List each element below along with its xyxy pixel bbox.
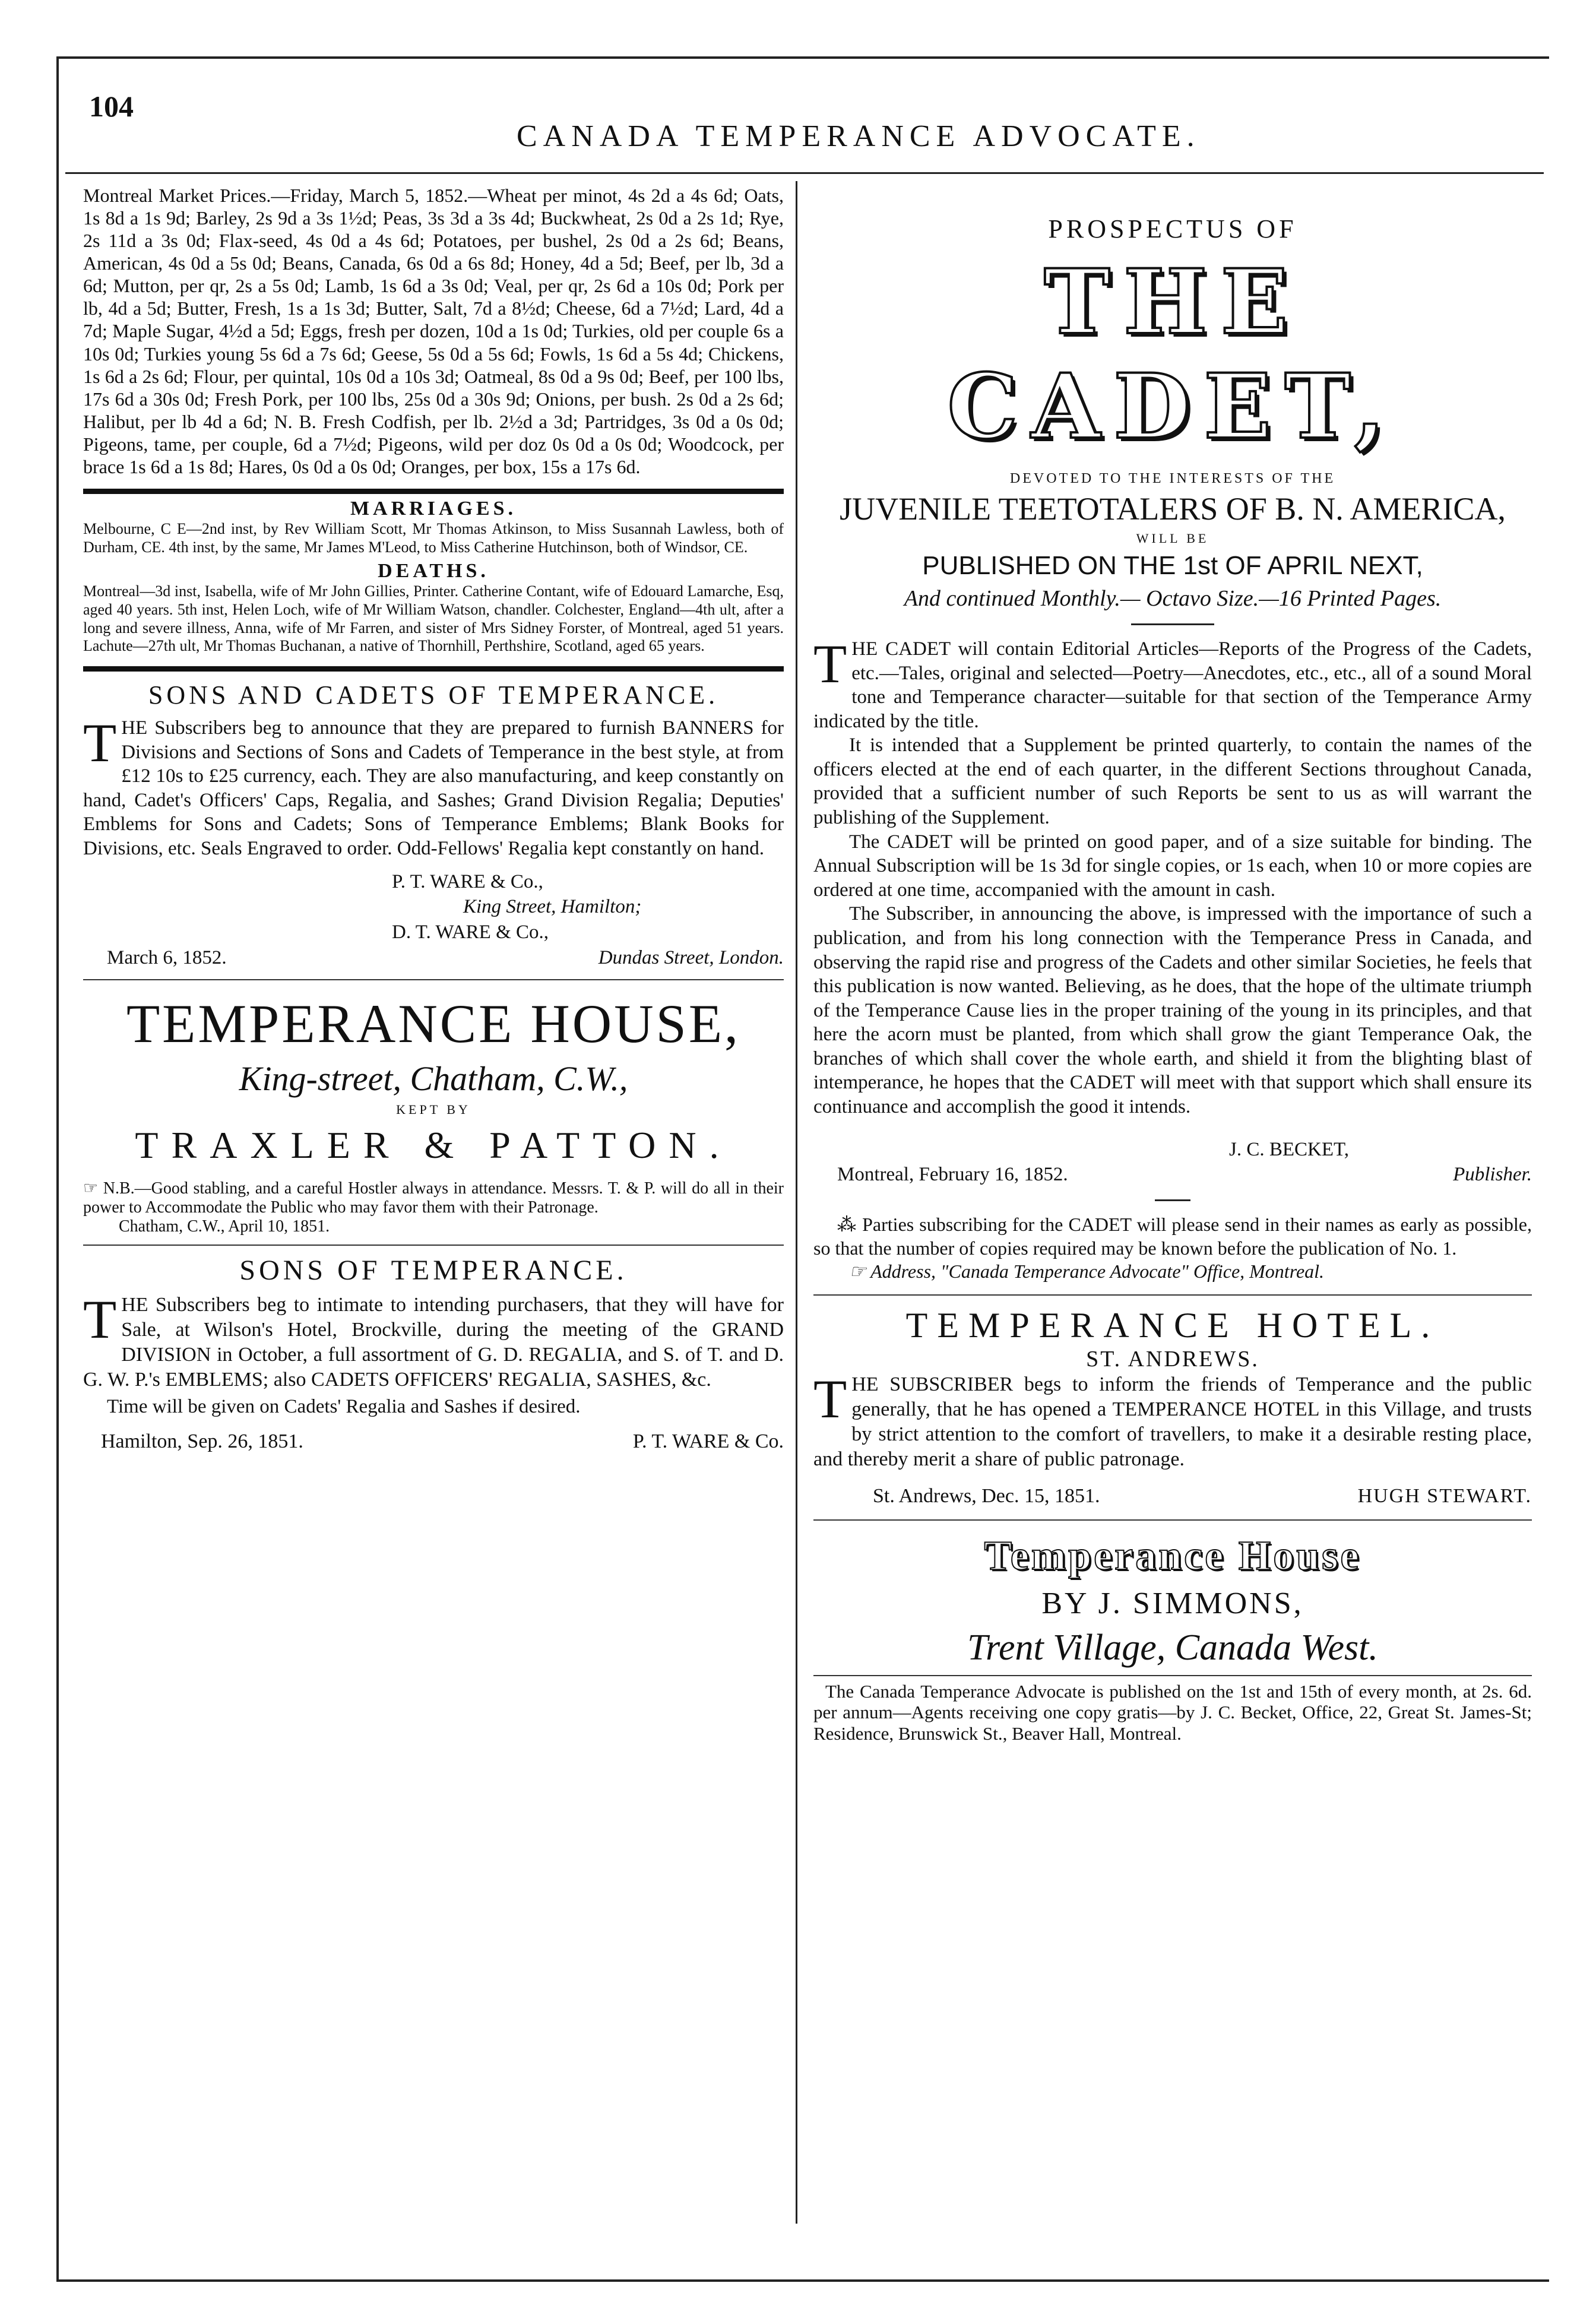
ware-hamilton-name: P. T. WARE & Co., [392,870,543,892]
left-column [83,178,784,2227]
kept-by: KEPT BY [396,1102,471,1117]
short-rule [1155,1199,1190,1201]
section-rule [83,1245,784,1246]
continued-line: And continued Monthly.— Octavo Size.—16 Printed Pages. [904,586,1442,611]
ware-hamilton-block [83,869,784,971]
hotel-title: TEMPERANCE HOTEL. [905,1306,1440,1345]
section-rule [83,666,784,672]
simmons-place: Trent Village, Canada West. [967,1627,1378,1668]
juvenile-line: JUVENILE TEETOTALERS OF B. N. AMERICA, [840,491,1506,527]
cadet-paragraph-3: The CADET will be printed on good paper, and of a size suitable for binding. The Annual Subscription will be 1s 3d for single copies, or 1s each, when 10 or more copies are ordered at one time, accompanied with the amount in cash. [813,831,1532,901]
sons-text: THE Subscribers beg to intimate to intending purchasers, that they will have for Sale, at Wilson's Hotel, Brockville, during the meeting of the GRAND DIVISION in October, a full assortment of G. D. REGALIA, and S. of T. and D. G. W. P.'s EMBLEMS; also CADETS OFFICERS' REGALIA, SASHES, &c. [83,1289,784,1391]
page-number: 104 [89,90,134,123]
parties-note: ⁂ Parties subscribing for the CADET will please send in their names as early as possible, so that the number of copies required may be known before the publication of No. 1. [813,1214,1532,1259]
prospectus-heading: PROSPECTUS OF [1048,214,1297,243]
sons-cadets-text: THE Subscribers beg to announce that they are prepared to furnish BANNERS for Divisions and Sections of Sons and Cadets of Temperance in the best style, at from £12 10s to £25 currency, each. They are also manufacturing, and keep constantly on hand, Cadet's Officers' Caps, Regalia, and Sashes; Grand Division Regalia; Deputies' Emblems for Sons and Cadets; Sons of Temperance Emblems; Blank Books for Divisions, etc. Seals Engraved to order. Odd-Fellows' Regalia kept constantly on hand. [83,713,784,859]
deaths-text: Montreal—3d inst, Isabella, wife of Mr John Gillies, Printer. Catherine Contant, wife of Edouard Lamarche, Esq, aged 40 years. 5th inst, Helen Loch, wife of Mr William Watson, chandler. Colchester, England—4th ult, after a long and severe illness, Anna, wife of Mr Farren, and sister of Mrs Sidney Forster, of Montreal, aged 51 years. Lachute—27th ult, Mr Thomas Buchanan, a native of Thornhill, Perthshire, Scotland, aged 65 years. [83,582,784,655]
temperance-house-place: King-street, Chatham, C.W., [239,1059,628,1098]
section-rule [813,1519,1532,1521]
cadet-paragraph-1: THE CADET will contain Editorial Articles—Reports of the Progress of the Cadets, etc.—Tales, original and selected—Poetry—Anecdotes, etc., etc., all of a sound Moral tone and Temperance character—suitable for that section of the Temperance Army indicated by the title. [813,634,1532,732]
cadet-title: THE CADET, [947,250,1398,459]
published-on-line: PUBLISHED ON THE 1st OF APRIL NEXT, [922,551,1423,580]
section-rule [813,1294,1532,1296]
ware-hamilton-address: King Street, Hamilton; [463,896,642,918]
cadet-paragraph-2: It is intended that a Supplement be printed quarterly, to contain the names of the officers elected at the end of each quarter, in the different Sections throughout Canada, provided that a sufficient number of such Reports be sent to us as will warrant the publishing of the Supplement. [813,734,1532,829]
hotel-place: ST. ANDREWS. [1086,1347,1259,1372]
becket-signature: J. C. BECKET, [1229,1138,1349,1160]
column-divider [796,181,797,2224]
will-be-line: WILL BE [1136,531,1209,546]
running-head: CANADA TEMPERANCE ADVOCATE. [517,119,1201,153]
cadet-date: Montreal, February 16, 1852. [837,1164,1068,1186]
ware-london-name: D. T. WARE & Co., [392,922,549,943]
advocate-note: The Canada Temperance Advocate is published on the 1st and 15th of every month, at 2s. 6d. per annum—Agents receiving one copy gratis—by J. C. Becket, Office, 22, Great St. James-St; Residence, Brunswick St., Beaver Hall, Montreal. [813,1680,1532,1744]
temperance-house-title: TEMPERANCE HOUSE, [126,993,741,1055]
sons-heading: SONS OF TEMPERANCE. [239,1255,628,1287]
hotel-signature: HUGH STEWART. [1357,1485,1532,1508]
publisher-label: Publisher. [1453,1164,1532,1186]
right-column [813,178,1532,2227]
sons-note: Time will be given on Cadets' Regalia and Sashes if desired. [107,1395,581,1417]
house-note: ☞ N.B.—Good stabling, and a careful Hostler always in attendance. Messrs. T. & P. will do all in their power to Accommodate the Public who may favor them with their Patronage. [83,1179,784,1217]
sons-cadets-date: March 6, 1852. [107,947,227,969]
simmons-by: BY J. SIMMONS, [1041,1586,1304,1620]
short-rule [1131,623,1214,625]
hotel-text: THE SUBSCRIBER begs to inform the friends of Temperance and the public generally, that he has opened a TEMPERANCE HOTEL in this Village, and trusts by strict attention to the comfort of travellers, to make it a desirable resting place, and thereby merit a share of public patronage. [813,1369,1532,1470]
sons-date: Hamilton, Sep. 26, 1851. [101,1430,303,1452]
section-rule [813,1675,1532,1676]
hotel-date: St. Andrews, Dec. 15, 1851. [873,1485,1100,1508]
market-prices: Montreal Market Prices.—Friday, March 5, 1852.—Wheat per minot, 4s 2d a 4s 6d; Oats, 1s 8d a 1s 9d; Barley, 2s 9d a 3s 1½d; Peas, 3s 3d a 3s 4d; Buckwheat, 2s 0d a 2s 1d; Rye, 2s 11d a 3s 0d; Flax-seed, 4s 0d a 4s 6d; Potatoes, per bushel, 2s 0d a 2s 6d; Beans, American, 4s 0d a 5s 0d; Beans, Canada, 6s 0d a 6s 8d; Honey, 4d a 5d; Beef, per lb, 3d a 6d; Mutton, per qr, 2s a 5s 0d; Lamb, 1s 6d a 3s 0d; Veal, per qr, 2s 6d a 10s 0d; Pork per lb, 4d a 5d; Butter, Fresh, 1s a 1s 3d; Butter, Salt, 7d a 8½d; Cheese, 6d a 7½d; Lard, 4d a 7d; Maple Sugar, 4½d a 5d; Eggs, fresh per dozen, 10d a 1s 0d; Turkies, old per couple 6s a 10s 0d; Turkies young 5s 6d a 7s 6d; Geese, 5s 0d a 5s 6d; Fowls, 1s 6d a 5s 4d; Chickens, 1s 6d a 2s 6d; Flour, per quintal, 10s 0d a 10s 3d; Oatmeal, 8s 0d a 9s 0d; Beef, per 100 lbs, 17s 6d a 30s 0d; Fresh Pork, per 100 lbs, 25s 0d a 30s 9d; Onions, per bush. 2s 0d a 2s 6d; Halibut, per lb 4d a 6d; N. B. Fresh Codfish, per lb. 2½d a 3d; Partridges, 3s 0d a 0s 0d; Pigeons, tame, per couple, 6d a 7½d; Pigeons, wild per doz 0s 0d a 0s 0d; Woodcock, per brace 1s 6d a 1s 8d; Hares, 0s 0d a 0s 0d; Oranges, per box, 15s a 17s 6d. [83,185,784,477]
address-note: ☞ Address, "Canada Temperance Advocate" Office, Montreal. [849,1261,1325,1283]
section-rule [83,489,784,494]
simmons-house-title: Temperance House [984,1532,1361,1579]
marriages-heading: MARRIAGES. [350,498,517,520]
devoted-line: DEVOTED TO THE INTERESTS OF THE [1009,471,1336,486]
sons-signature: P. T. WARE & Co. [632,1430,784,1452]
house-keepers: TRAXLER & PATTON. [135,1124,732,1167]
ware-london-address: Dundas Street, London. [598,947,784,969]
section-rule [83,979,784,980]
sons-cadets-heading: SONS AND CADETS OF TEMPERANCE. [148,680,719,710]
cadet-paragraph-4: The Subscriber, in announcing the above, is impressed with the importance of such a publication, and from his long connection with the Temperance Press in Canada, and observing the rapid rise and progress of the Cadets and other similar Societies, he feels that this publication is now wanted. Believing, as he does, that the hope of the ultimate triumph of the Temperance Cause lies in the proper training of the young in its principles, and that here the acorn must be planted, from which shall grow the giant Temperance Oak, the branches of which shall cover the whole earth, and shield it from the blighting blast of intemperance, he hopes that the CADET will meet with that support which shall ensure its continuance and accomplish the good it intends. [813,903,1532,1117]
marriages-text: Melbourne, C E—2nd inst, by Rev William Scott, Mr Thomas Atkinson, to Miss Susannah Lawless, both of Durham, CE. 4th inst, by the same, Mr James M'Leod, to Miss Catherine Hutchinson, both of Windsor, CE. [83,520,784,556]
house-date: Chatham, C.W., April 10, 1851. [119,1217,330,1236]
deaths-heading: DEATHS. [378,560,489,582]
header-rule [65,172,1544,174]
